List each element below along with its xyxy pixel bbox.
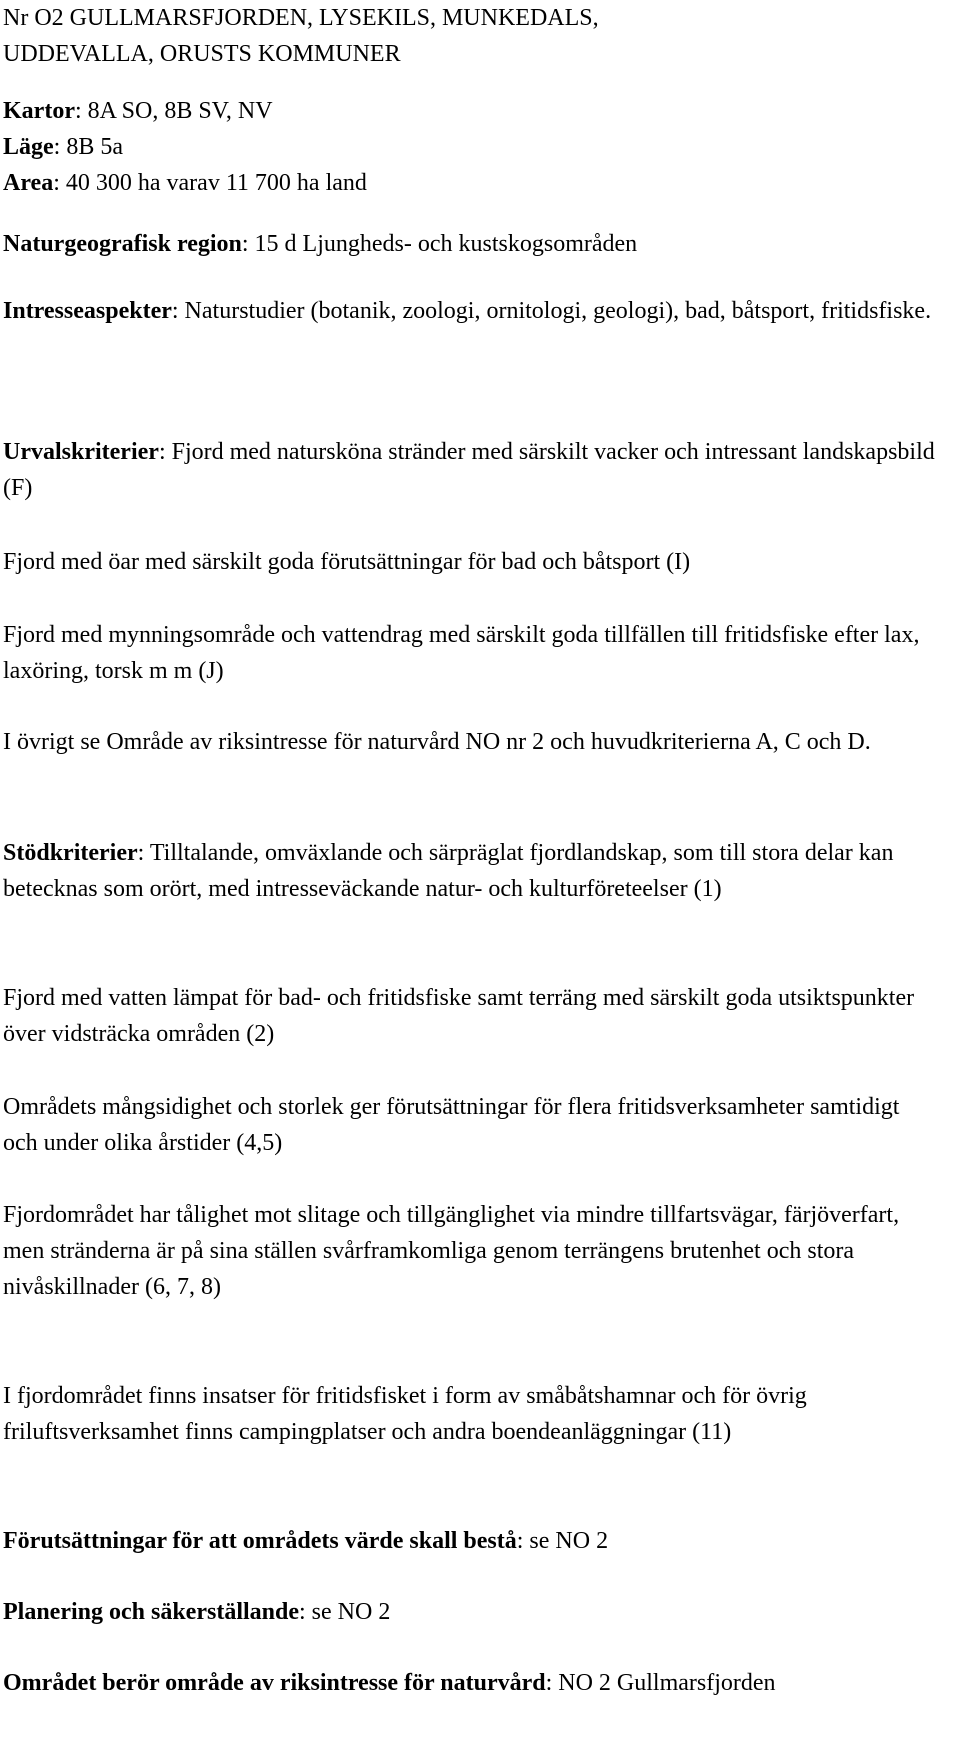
area-label: Area (3, 170, 54, 196)
selection-paragraph (3, 434, 938, 506)
support-label: Stödkriterier (3, 840, 138, 866)
support-paragraph-5: I fjordområdet finns insatser för fritidsfisket i form av småbåtshamnar och för övrig friluftsverksamhet finns campingplatser och andra boendeanläggningar (11) (3, 1383, 807, 1445)
area-field (3, 170, 367, 196)
selection-label: Urvalskriterier (3, 439, 159, 465)
document-heading (3, 0, 938, 72)
region-paragraph (3, 226, 938, 262)
interests-label: Intresseaspekter (3, 298, 172, 324)
support-paragraph-3: Områdets mångsidighet och storlek ger förutsättningar för flera fritidsverksamheter samtidigt och under olika årstider (4,5) (3, 1094, 900, 1156)
planning-value: : se NO 2 (299, 1599, 391, 1625)
region-label: Naturgeografisk region (3, 231, 242, 257)
selection-paragraph-4: I övrigt se Område av riksintresse för naturvård NO nr 2 och huvudkriterierna A, C och D. (3, 729, 871, 755)
kartor-value: : 8A SO, 8B SV, NV (74, 98, 273, 124)
interests-paragraph (3, 293, 938, 329)
planning-paragraph (3, 1594, 938, 1630)
lage-value: : 8B 5a (53, 134, 123, 160)
selection-paragraph-3: Fjord med mynningsområde och vattendrag med särskilt goda tillfällen till fritidsfiske efter lax, laxöring, torsk m m (J) (3, 622, 920, 684)
kartor-label: Kartor (3, 98, 75, 124)
heading-line-1: Nr O2 GULLMARSFJORDEN, LYSEKILS, MUNKEDALS, (3, 5, 599, 31)
area-value: : 40 300 ha varav 11 700 ha land (53, 170, 367, 196)
selection-value: : Fjord med natursköna stränder med särskilt vacker och intressant landskapsbild (F) (3, 439, 935, 501)
region-value: : 15 d Ljungheds- och kustskogsområden (241, 231, 638, 257)
conditions-paragraph (3, 1523, 938, 1559)
heading-line-2: UDDEVALLA, ORUSTS KOMMUNER (3, 41, 401, 67)
conditions-label: Förutsättningar för att områdets värde skall bestå (3, 1528, 517, 1554)
interests-value: : Naturstudier (botanik, zoologi, ornitologi, geologi), bad, båtsport, fritidsfiske. (171, 298, 932, 324)
selection-paragraph-2: Fjord med öar med särskilt goda förutsättningar för bad och båtsport (I) (3, 549, 691, 575)
lage-field (3, 134, 123, 160)
affects-paragraph (3, 1665, 938, 1701)
affects-label: Området berör område av riksintresse för naturvård (3, 1670, 546, 1696)
conditions-value: : se NO 2 (516, 1528, 609, 1554)
meta-block (3, 93, 938, 201)
support-paragraph (3, 835, 938, 907)
planning-label: Planering och säkerställande (3, 1599, 300, 1625)
support-paragraph-4: Fjordområdet har tålighet mot slitage och tillgänglighet via mindre tillfartsvägar, färjöverfart, men stränderna är på sina ställen svårframkomliga genom terrängens brutenhet och stora nivåskillnader (6, 7, 8) (3, 1202, 900, 1300)
support-value: : Tilltalande, omväxlande och särpräglat fjordlandskap, som till stora delar kan betecknas som orört, med intresseväckande natur- och kulturföreteelser (1) (3, 840, 894, 902)
kartor-field (3, 98, 273, 124)
support-paragraph-2: Fjord med vatten lämpat för bad- och fritidsfiske samt terräng med särskilt goda utsiktspunkter över vidsträcka områden (2) (3, 985, 915, 1047)
affects-value: : NO 2 Gullmarsfjorden (545, 1670, 776, 1696)
lage-label: Läge (3, 134, 54, 160)
